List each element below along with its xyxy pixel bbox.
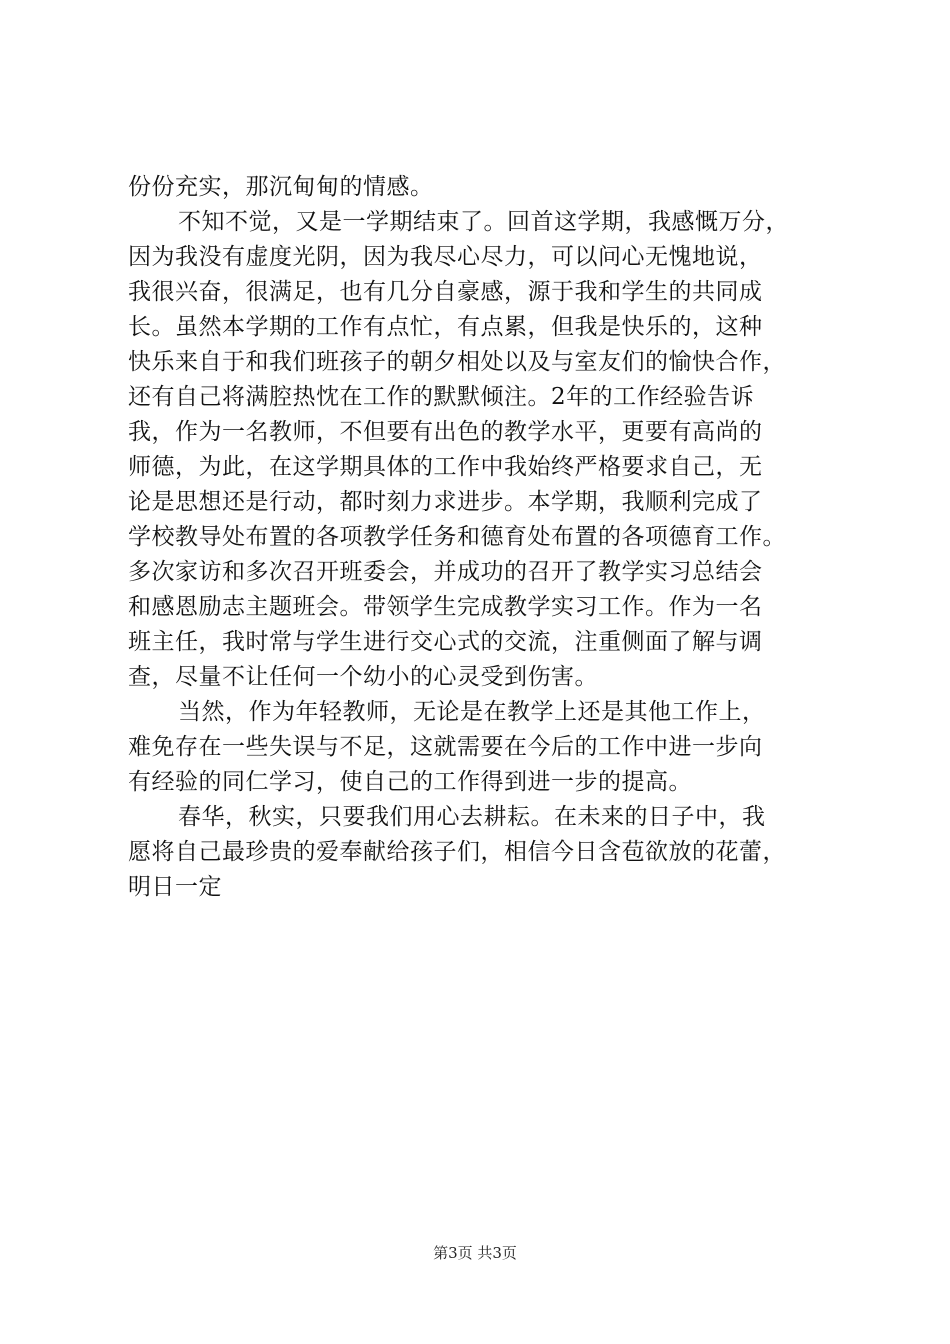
text-line: 愿将自己最珍贵的爱奉献给孩子们，相信今日含苞欲放的花蕾， <box>128 839 786 865</box>
paragraph-start-line: 不知不觉，又是一学期结束了。回首这学期，我感慨万分， <box>178 209 789 235</box>
text-line: 还有自己将满腔热忱在工作的默默倾注。2年的工作经验告诉 <box>128 384 755 410</box>
text-line: 我，作为一名教师，不但要有出色的教学水平，更要有高尚的 <box>128 419 763 445</box>
text-line: 多次家访和多次召开班委会，并成功的召开了教学实习总结会 <box>128 559 763 585</box>
text-line: 论是思想还是行动，都时刻力求进步。本学期，我顺利完成了 <box>128 489 763 515</box>
text-line: 因为我没有虚度光阴，因为我尽心尽力，可以问心无愧地说， <box>128 244 763 270</box>
paragraph-start-line: 当然，作为年轻教师，无论是在教学上还是其他工作上， <box>178 699 766 725</box>
text-line: 查，尽量不让任何一个幼小的心灵受到伤害。 <box>128 664 598 690</box>
text-line: 班主任，我时常与学生进行交心式的交流，注重侧面了解与调 <box>128 629 763 655</box>
paragraph-start-line: 春华，秋实，只要我们用心去耕耘。在未来的日子中，我 <box>178 804 766 830</box>
text-line: 快乐来自于和我们班孩子的朝夕相处以及与室友们的愉快合作， <box>128 349 786 375</box>
page-number: 第3页 共3页 <box>433 1244 517 1262</box>
text-line: 和感恩励志主题班会。带领学生完成教学实习工作。作为一名 <box>128 594 763 620</box>
body-text <box>128 170 848 905</box>
text-line: 师德，为此，在这学期具体的工作中我始终严格要求自己，无 <box>128 454 763 480</box>
text-line: 份份充实，那沉甸甸的情感。 <box>128 174 434 200</box>
text-line: 长。虽然本学期的工作有点忙，有点累，但我是快乐的，这种 <box>128 314 763 340</box>
text-line: 难免存在一些失误与不足，这就需要在今后的工作中进一步向 <box>128 734 763 760</box>
page-footer <box>0 1241 950 1265</box>
text-line: 有经验的同仁学习，使自己的工作得到进一步的提高。 <box>128 769 692 795</box>
text-line: 我很兴奋，很满足，也有几分自豪感，源于我和学生的共同成 <box>128 279 763 305</box>
text-line: 明日一定 <box>128 874 222 900</box>
text-line: 学校教导处布置的各项教学任务和德育处布置的各项德育工作。 <box>128 524 786 550</box>
